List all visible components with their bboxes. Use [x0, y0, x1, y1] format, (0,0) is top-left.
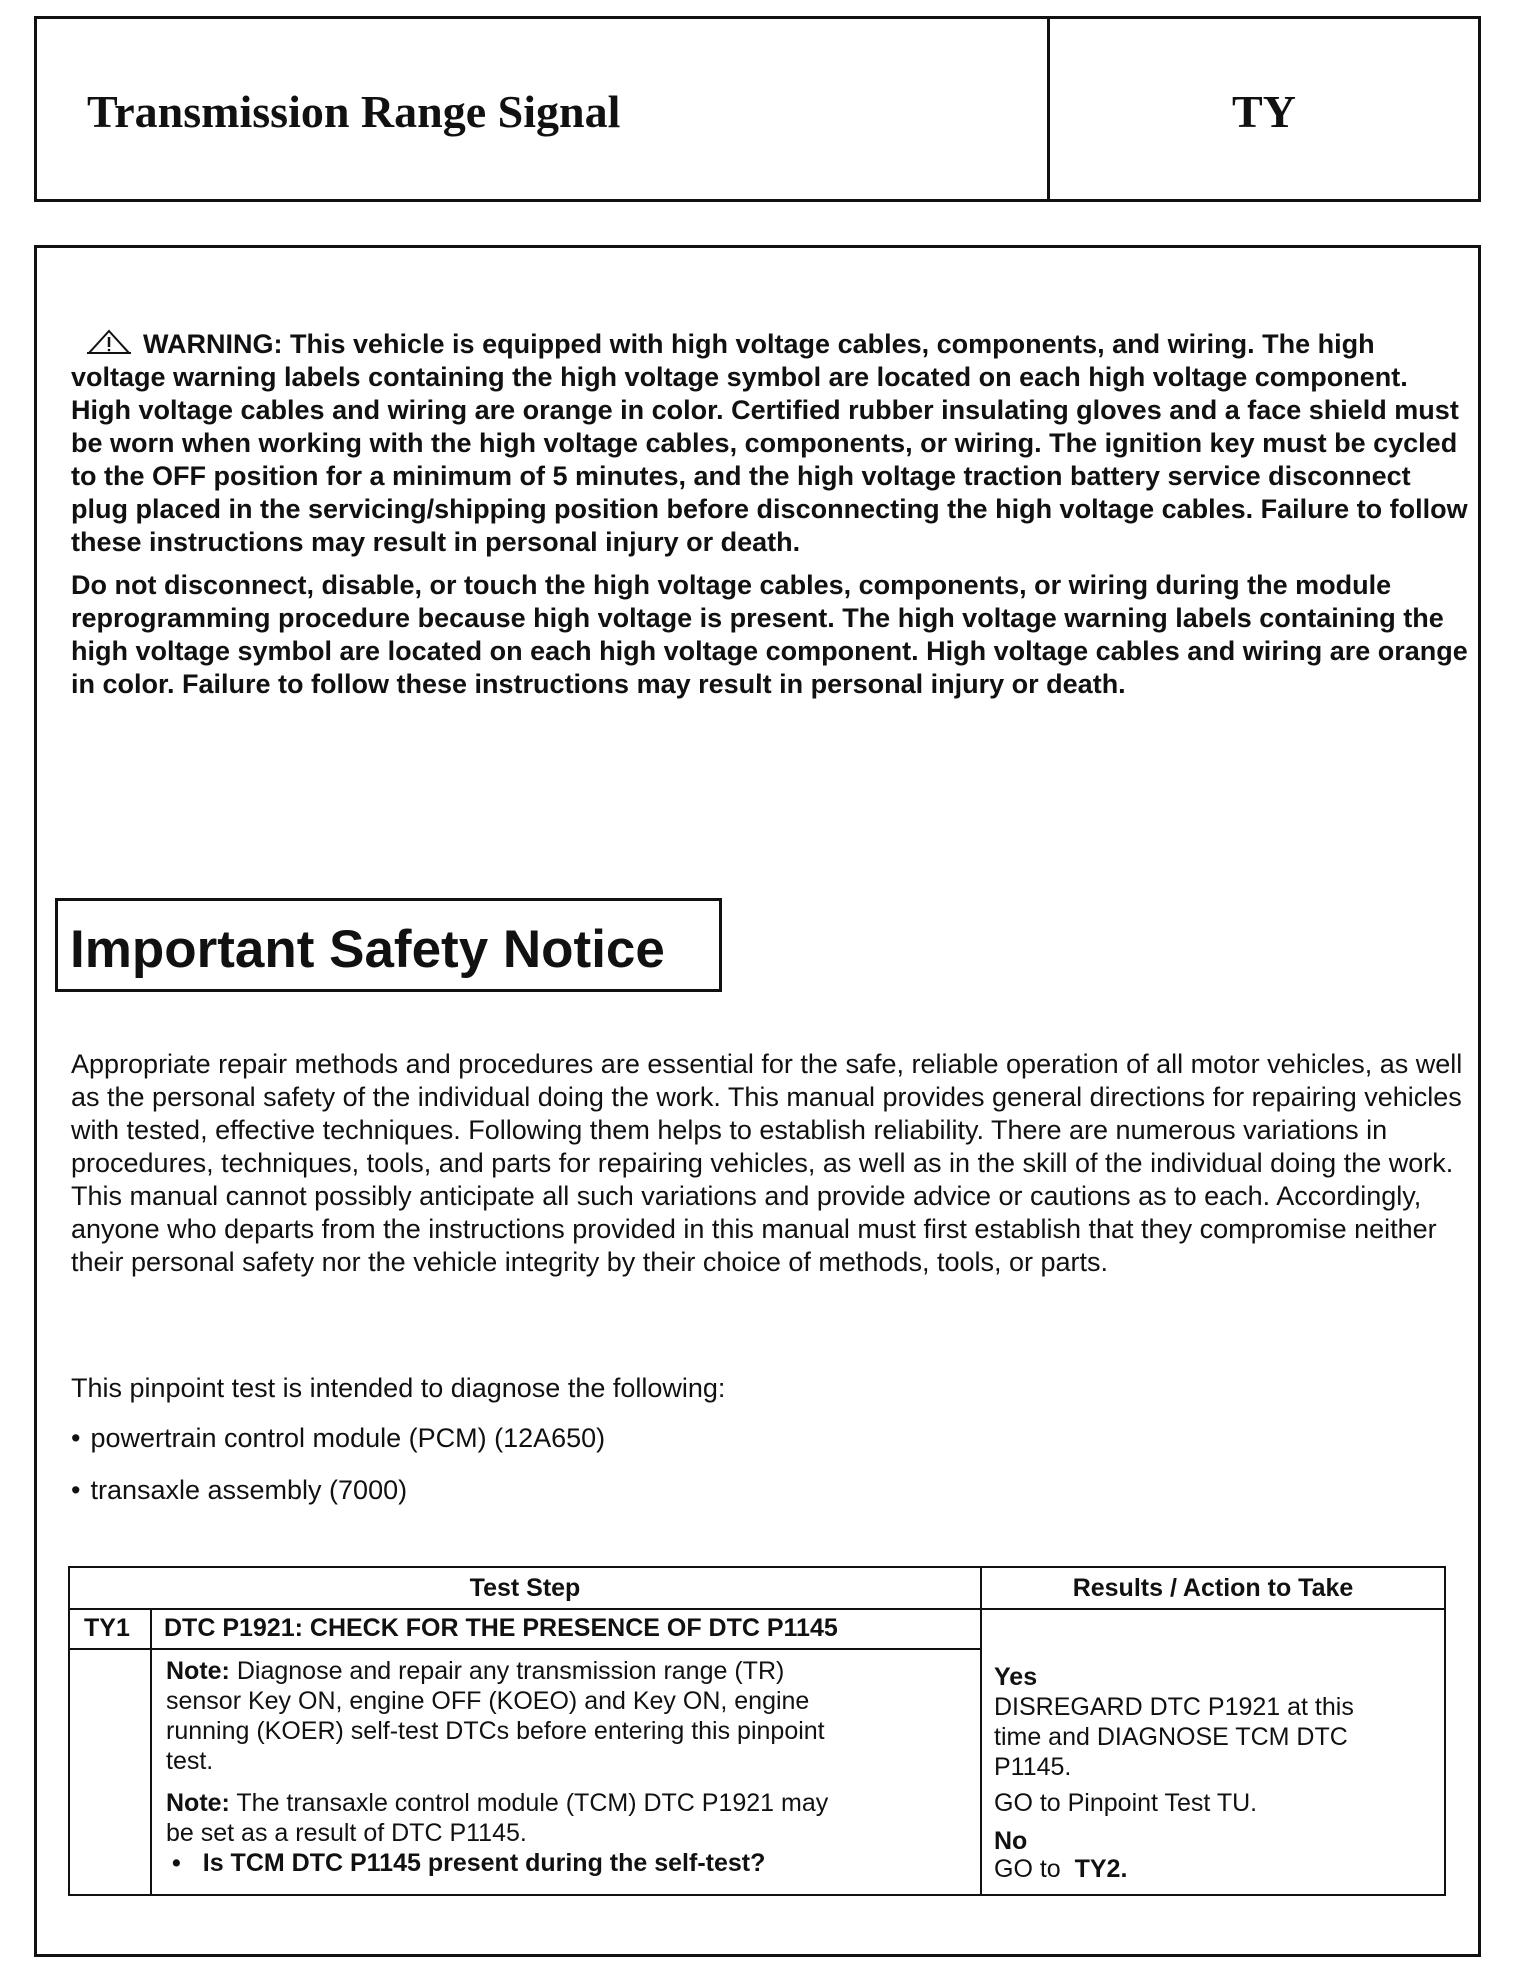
- list-item: • powertrain control module (PCM) (12A650): [71, 1423, 606, 1453]
- note-2-line-2: be set as a result of DTC P1145.: [166, 1819, 527, 1847]
- header-rule: [70, 1608, 1444, 1610]
- header-box: [34, 16, 1481, 202]
- safety-notice-text: Appropriate repair methods and procedures are essential for the safe, reliable operation of all motor vehicles, as well as the personal safety of the individual doing the work. This manual provides general directions for repairing vehicles with tested, effective techniques. Following them helps to establish reliability. There are numerous variations in procedures, techniques, tools, and parts for repairing vehicles, as well as in the skill of the individual doing the work. This manual cannot possibly anticipate all such variations and provide advice or cautions as to each. Accordingly, anyone who departs from the instructions provided in this manual must first establish that they compromise neither their personal safety nor the vehicle integrity by their choice of methods, tools, or parts.: [71, 1049, 1463, 1277]
- list-item: • transaxle assembly (7000): [71, 1475, 408, 1505]
- note-1-line-1: Note: Diagnose and repair any transmission range (TR): [166, 1657, 785, 1685]
- yes-line-3: P1145.: [994, 1753, 1072, 1781]
- warning-text-1: WARNING: This vehicle is equipped with high voltage cables, components, and wiring. The high voltage warning labels containing the high voltage symbol are located on each high voltage component. High voltage cables and wiring are orange in color. Certified rubber insulating gloves and a face shield must be worn when working with the high voltage cables, components, or wiring. The ignition key must be cycled to the OFF position for a minimum of 5 minutes, and the high voltage traction battery service disconnect plug placed in the servicing/shipping position before disconnecting the high voltage cables. Failure to follow these instructions may result in personal injury or death.: [71, 329, 1468, 557]
- step-title: DTC P1921: CHECK FOR THE PRESENCE OF DTC P1145: [164, 1614, 838, 1642]
- yes-label: Yes: [994, 1663, 1038, 1691]
- column-divider: [980, 1568, 982, 1894]
- note-1-line-4: test.: [166, 1747, 214, 1775]
- yes-goto: GO to Pinpoint Test TU.: [994, 1789, 1258, 1817]
- section-code: TY: [1232, 86, 1296, 137]
- safety-notice-heading: Important Safety Notice: [70, 920, 665, 979]
- note-1-line-2: sensor Key ON, engine OFF (KOEO) and Key ON, engine: [166, 1687, 810, 1715]
- no-goto: GO to TY2.: [994, 1855, 1128, 1883]
- step-rule: [70, 1648, 980, 1650]
- warning-triangle-icon: [87, 329, 131, 355]
- col-test-step: Test Step: [469, 1574, 581, 1602]
- question: • Is TCM DTC P1145 present during the self-test?: [172, 1849, 766, 1877]
- no-label: No: [994, 1827, 1028, 1855]
- test-step-table: [68, 1566, 1446, 1896]
- warning-block: [71, 328, 1469, 711]
- step-id: TY1: [84, 1614, 130, 1642]
- yes-line-2: time and DIAGNOSE TCM DTC: [994, 1723, 1348, 1751]
- warning-paragraph-2: Do not disconnect, disable, or touch the high voltage cables, components, or wiring during the module reprogramming procedure because high voltage is present. The high voltage warning labels containing the high voltage symbol are located on each high voltage component. High voltage cables and wiring are orange in color. Failure to follow these instructions may result in personal injury or death.: [71, 570, 1468, 699]
- note-2-line-1: Note: The transaxle control module (TCM) DTC P1921 may: [166, 1789, 829, 1817]
- safety-notice-box: [55, 898, 722, 992]
- step-id-divider: [150, 1608, 152, 1894]
- pinpoint-intro: This pinpoint test is intended to diagnose the following:: [71, 1373, 726, 1403]
- page-title: Transmission Range Signal: [87, 86, 621, 137]
- warning-paragraph-1: [71, 328, 1469, 559]
- note-1-line-3: running (KOER) self-test DTCs before entering this pinpoint: [166, 1717, 825, 1745]
- safety-notice-body: [71, 1048, 1471, 1279]
- content-box: [34, 245, 1481, 1957]
- yes-line-1: DISREGARD DTC P1921 at this: [994, 1693, 1354, 1721]
- col-results: Results / Action to Take: [1072, 1574, 1354, 1602]
